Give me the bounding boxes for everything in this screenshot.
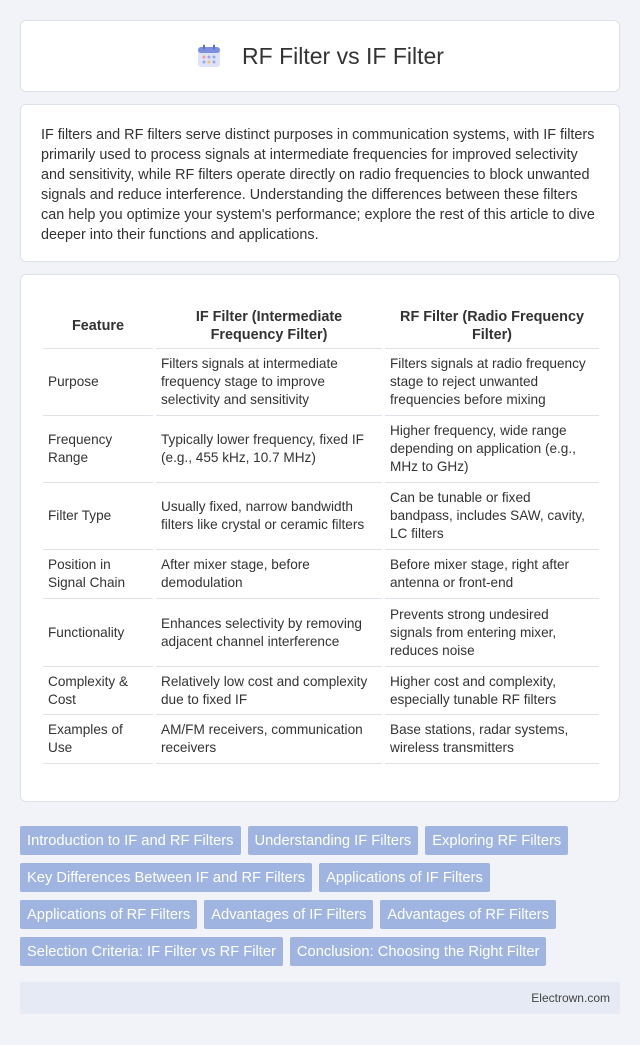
link-conclusion[interactable]: Conclusion: Choosing the Right Filter <box>290 937 546 966</box>
feature-cell: Purpose <box>43 349 153 416</box>
feature-cell: Filter Type <box>43 483 153 550</box>
table-row <box>43 667 599 715</box>
comparison-table <box>40 305 602 764</box>
table-row <box>43 349 599 416</box>
link-applications-rf[interactable]: Applications of RF Filters <box>20 900 197 929</box>
link-key-differences[interactable]: Key Differences Between IF and RF Filters <box>20 863 312 892</box>
header-feature: Feature <box>43 305 153 349</box>
intro-text: IF filters and RF filters serve distinct purposes in communication systems, with IF filters primarily used to process signals at intermediate frequencies for improved selectivity and sensitivity, while RF filters operate directly on radio frequencies to block unwanted signals and reduce interference. Understanding the differences between these filters can help you optimize your system's performance; explore the rest of this article to dive deeper into their functions and applications. <box>41 127 595 243</box>
if-cell: Filters signals at intermediate frequency stage to improve selectivity and sensitivity <box>156 349 382 416</box>
footer <box>20 982 620 1014</box>
page-title: RF Filter vs IF Filter <box>242 42 444 69</box>
intro-card <box>20 104 620 262</box>
if-cell: AM/FM receivers, communication receivers <box>156 715 382 764</box>
link-applications-if[interactable]: Applications of IF Filters <box>319 863 490 892</box>
rf-cell: Filters signals at radio frequency stage to reject unwanted frequencies before mixing <box>385 349 599 416</box>
link-understanding-if[interactable]: Understanding IF Filters <box>248 826 419 855</box>
feature-cell: Functionality <box>43 599 153 667</box>
link-selection-criteria[interactable]: Selection Criteria: IF Filter vs RF Filter <box>20 937 283 966</box>
rf-cell: Can be tunable or fixed bandpass, includes SAW, cavity, LC filters <box>385 483 599 550</box>
table-row <box>43 599 599 667</box>
if-cell: Relatively low cost and complexity due to fixed IF <box>156 667 382 715</box>
table-row <box>43 416 599 483</box>
calendar-grid-icon <box>196 43 222 69</box>
rf-cell: Before mixer stage, right after antenna or front-end <box>385 550 599 599</box>
table-row <box>43 550 599 599</box>
table-header-row <box>43 305 599 349</box>
if-cell: After mixer stage, before demodulation <box>156 550 382 599</box>
feature-cell: Examples of Use <box>43 715 153 764</box>
feature-cell: Position in Signal Chain <box>43 550 153 599</box>
if-cell: Usually fixed, narrow bandwidth filters like crystal or ceramic filters <box>156 483 382 550</box>
feature-cell: Complexity & Cost <box>43 667 153 715</box>
footer-site: Electrown.com <box>531 991 610 1005</box>
rf-cell: Higher cost and complexity, especially tunable RF filters <box>385 667 599 715</box>
table-row <box>43 483 599 550</box>
if-cell: Enhances selectivity by removing adjacent channel interference <box>156 599 382 667</box>
link-introduction[interactable]: Introduction to IF and RF Filters <box>20 826 241 855</box>
link-advantages-if[interactable]: Advantages of IF Filters <box>204 900 373 929</box>
article-links <box>20 826 620 966</box>
rf-cell: Higher frequency, wide range depending on application (e.g., MHz to GHz) <box>385 416 599 483</box>
if-cell: Typically lower frequency, fixed IF (e.g., 455 kHz, 10.7 MHz) <box>156 416 382 483</box>
link-advantages-rf[interactable]: Advantages of RF Filters <box>380 900 556 929</box>
header-rf-filter: RF Filter (Radio Frequency Filter) <box>385 305 599 349</box>
link-exploring-rf[interactable]: Exploring RF Filters <box>425 826 568 855</box>
feature-cell: Frequency Range <box>43 416 153 483</box>
rf-cell: Base stations, radar systems, wireless transmitters <box>385 715 599 764</box>
header-if-filter: IF Filter (Intermediate Frequency Filter) <box>156 305 382 349</box>
title-card <box>20 20 620 92</box>
comparison-table-card <box>20 274 620 802</box>
table-row <box>43 715 599 764</box>
rf-cell: Prevents strong undesired signals from entering mixer, reduces noise <box>385 599 599 667</box>
